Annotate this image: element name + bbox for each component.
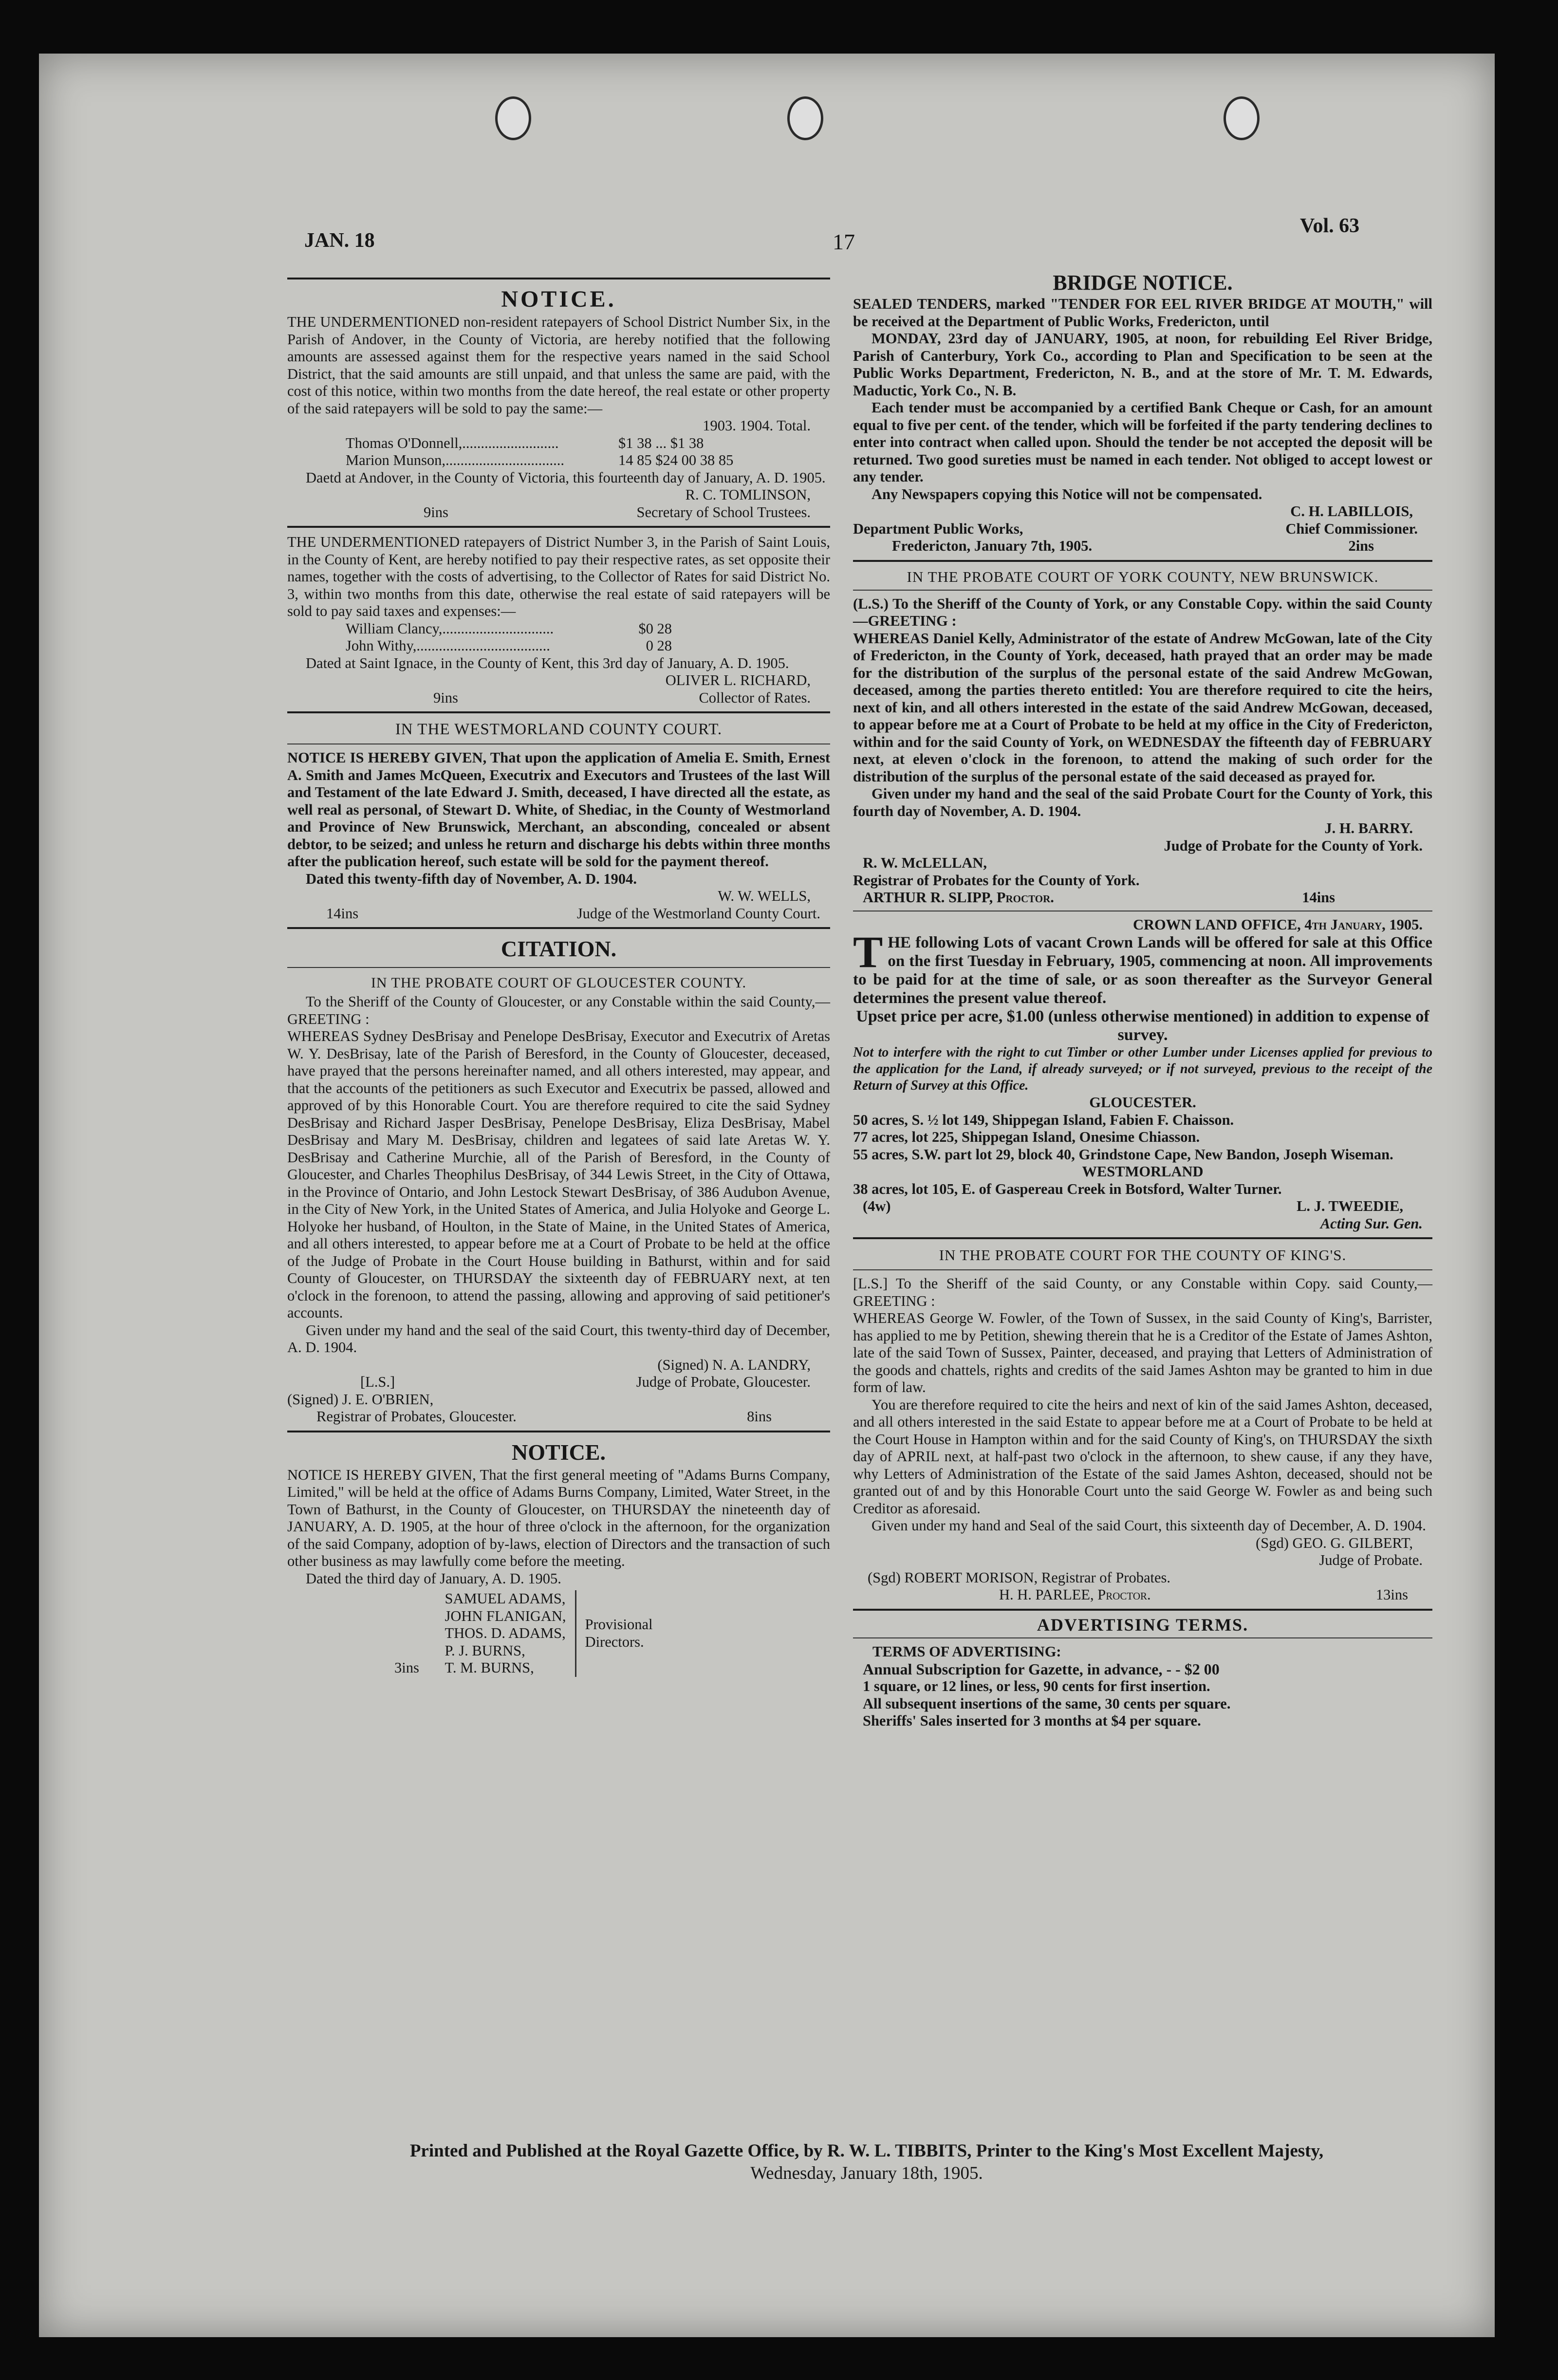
left-column <box>287 278 830 1676</box>
table-row <box>287 435 830 452</box>
ratepayer-amounts: 14 85 $24 00 38 85 <box>618 452 734 468</box>
signer-title: Collector of Rates. <box>699 689 811 706</box>
insertions: 9ins <box>424 503 448 521</box>
ratepayer-amount: 0 28 <box>646 637 672 654</box>
ratepayer-name: Marion Munson,................................ <box>346 452 565 468</box>
bridge-signer: C. H. LABILLOIS, <box>1290 503 1413 520</box>
ratepayer-name: Thomas O'Donnell,.......................... <box>346 434 559 451</box>
citation-court: IN THE PROBATE COURT OF GLOUCESTER COUNTY. <box>371 975 747 991</box>
kings-judge-title: Judge of Probate. <box>1319 1552 1423 1568</box>
insertions: 2ins <box>1348 538 1374 554</box>
bridge-notice-p3: Each tender must be accompanied by a certified Bank Cheque or Cash, for an amount equal to five per cent. of the tender, which will be forfeited if the party tendering declines to enter into contract when called upon. Should the tender be not accepted the deposit will be returned. Two good sureties must be named in each tender. Not obliged to accept lowest or any tender. <box>853 399 1432 485</box>
citation-address: To the Sheriff of the County of Gloucester, or any Constable within the said County,—GREETING : <box>287 993 830 1027</box>
insertions: 13ins <box>1375 1586 1408 1603</box>
insertions: 3ins <box>394 1659 419 1676</box>
citation-signed-registrar: (Signed) J. E. O'BRIEN, <box>287 1391 434 1408</box>
publication-date: Wednesday, January 18th, 1905. <box>750 2163 983 2183</box>
binding-hole <box>495 96 531 140</box>
kings-probate-title: IN THE PROBATE COURT FOR THE COUNTY OF KING'S. <box>939 1246 1347 1264</box>
school-notice-signer: R. C. TOMLINSON, <box>685 486 811 503</box>
bridge-notice-p2: MONDAY, 23rd day of JANUARY, 1905, at noon, for rebuilding Eel River Bridge, Parish of Canterbury, York Co., according to Plan and Specification to be seen at the Public Works Department, Fredericton, N. B., and at the store of Mr. T. M. Edwards, Maductic, York Co., N. B. <box>853 330 1432 399</box>
right-column <box>853 270 1432 1730</box>
rates-notice-signer: OLIVER L. RICHARD, <box>665 672 811 688</box>
director-name: SAMUEL ADAMS, <box>445 1590 566 1607</box>
ratepayer-name: William Clancy,.............................. <box>346 620 554 637</box>
adams-notice-title: NOTICE. <box>512 1439 606 1465</box>
table-row <box>287 637 830 655</box>
director-name: T. M. BURNS, <box>445 1659 534 1676</box>
york-proctor: ARTHUR R. SLIPP, Proctor. <box>863 889 1054 906</box>
kings-address: [L.S.] To the Sheriff of the said County, or any Constable within Copy. said County,—GREETING : <box>853 1275 1432 1309</box>
citation-title: CITATION. <box>501 936 617 961</box>
westmorland-signer: W. W. WELLS, <box>718 888 811 904</box>
advertising-subtitle: TERMS OF ADVERTISING: <box>872 1643 1061 1660</box>
crown-lot: 50 acres, S. ½ lot 149, Shippegan Island, Fabien F. Chaisson. <box>853 1111 1234 1128</box>
york-registrar-title: Registrar of Probates for the County of York. <box>853 872 1140 889</box>
insertions: 8ins <box>747 1408 772 1425</box>
director-name: JOHN FLANIGAN, <box>445 1607 566 1624</box>
advertising-title: ADVERTISING TERMS. <box>1037 1615 1249 1635</box>
signer-title: Chief Commissioner. <box>1285 520 1418 537</box>
department: Department Public Works, <box>853 520 1023 537</box>
york-given: Given under my hand and the seal of the said Probate Court for the County of York, this fourth day of November, A. D. 1904. <box>853 785 1432 819</box>
registrar-title: Registrar of Probates, Gloucester. <box>316 1408 517 1425</box>
advertising-line: Annual Subscription for Gazette, in advance, - - $2 00 <box>863 1660 1220 1678</box>
county-heading: WESTMORLAND <box>1082 1163 1204 1180</box>
kings-body-2: You are therefore required to cite the heirs and next of kin of the said James Ashton, deceased, and all others interested in the said Estate to appear before me at a Court of Probate to be held at the Court House in Hampton within and for the said County of King's, on THURSDAY the sixth day of APRIL next, at half-past two o'clock in the afternoon, to shew cause, if any they have, why Letters of Administration of the Estate of the said James Ashton, deceased, should not be granted out of and by this Honorable Court unto the said George W. Fowler as and being such Creditor as aforesaid. <box>853 1396 1432 1517</box>
york-address: (L.S.) To the Sheriff of the County of York, or any Constable Copy. within the said County—GREETING : <box>853 595 1432 629</box>
crown-land-upset-price: Upset price per acre, $1.00 (unless otherwise mentioned) in addition to expense of survey. <box>856 1007 1429 1044</box>
crown-land-notice <box>853 927 1432 1007</box>
insertions: (4w) <box>863 1198 891 1214</box>
crown-lot: 77 acres, lot 225, Shippegan Island, Onesime Chiasson. <box>853 1129 1200 1145</box>
york-registrar: R. W. McLELLAN, <box>863 855 987 871</box>
insertions: 14ins <box>326 905 359 922</box>
county-heading: GLOUCESTER. <box>1089 1094 1196 1111</box>
advertising-line: Sheriffs' Sales inserted for 3 months at $4 per square. <box>863 1712 1201 1729</box>
insertions: 9ins <box>433 689 458 706</box>
binding-hole <box>787 96 823 140</box>
citation-body: WHEREAS Sydney DesBrisay and Penelope DesBrisay, Executor and Executrix of Aretas W. Y. DesBrisay, late of the Parish of Beresford, in the County of Gloucester, deceased, have prayed that the persons hereinafter named, and all others interested, may appear, and that the accounts of the petitioners as such Executor and Executrix be passed, allowed and approved of by this Honorable Court. You are therefore required to cite the said Sydney DesBrisay and Richard Jasper DesBrisay, Penelope DesBrisay, Eliza DesBrisay, Mabel DesBrisay and Mary M. DesBrisay, children and legatees of said late Aretas W. Y. DesBrisay and Catherine Murchie, all of the Parish of Beresford, in the County of Gloucester, and Charles Theophilus DesBrisay, of 344 Lewis Street, in the City of Ottawa, in the Province of Ontario, and John Lestock Stewart DesBrisay, of 386 Audubon Avenue, in the City of New York, in the United States of America, and Julia Holyoke and George L. Holyoke her husband, of Houlton, in the State of Maine, in the United States of America, and all others interested, to appear before me at a Court of Probate to be held at the office of the Judge of Probate in the Court House building in Bathurst, within and for said County of Gloucester, on THURSDAY the sixteenth day of FEBRUARY next, at ten o'clock in the forenoon, to attend the passing, allowing and approving of said petitioner's accounts. <box>287 1028 830 1321</box>
crown-lot: 55 acres, S.W. part lot 29, block 40, Grindstone Cape, New Bandon, Joseph Wiseman. <box>853 1146 1393 1163</box>
bridge-notice-p1: SEALED TENDERS, marked "TENDER FOR EEL RIVER BRIDGE AT MOUTH," will be received at the Department of Public Works, Fredericton, until <box>853 296 1432 330</box>
kings-body: WHEREAS George W. Fowler, of the Town of Sussex, in the said County of King's, Barrister, has applied to me by Petition, shewing therein that he is a Creditor of the Estate of James Ashton, late of the said Town of Sussex, Painter, deceased, and praying that Letters of Administration of the goods and chattels, rights and credits of the said James Ashton may be granted to him in due form of law. <box>853 1310 1432 1395</box>
rates-notice-body: THE UNDERMENTIONED ratepayers of District Number 3, in the Parish of Saint Louis, in the County of Kent, are hereby notified to pay their respective rates, as set opposite their names, together with the costs of advertising, to the Collector of Rates for said District No. 3, within two months from this date, otherwise the real estate of said ratepayers will be sold to pay said taxes and expenses:— <box>287 534 830 619</box>
bridge-notice-p4: Any Newspapers copying this Notice will not be compensated. <box>872 485 1262 502</box>
directors-label: Provisional Directors. <box>585 1616 653 1650</box>
kings-judge: (Sgd) GEO. G. GILBERT, <box>1256 1534 1413 1551</box>
advertising-line: 1 square, or 12 lines, or less, 90 cents for first insertion. <box>863 1678 1210 1694</box>
crown-lot: 38 acres, lot 105, E. of Gaspereau Creek in Botsford, Walter Turner. <box>853 1180 1282 1197</box>
seal: [L.S.] <box>360 1374 395 1390</box>
westmorland-title: IN THE WESTMORLAND COUNTY COURT. <box>395 721 723 738</box>
crown-land-proviso: Not to interfere with the right to cut Timber or other Lumber under Licenses applied for previous to the application for the Land, if already surveyed; or if not surveyed, previous to the receipt of the Return of Survey at this Office. <box>853 1045 1432 1093</box>
binding-hole <box>1224 96 1260 140</box>
judge-title: Judge of Probate, Gloucester. <box>636 1374 811 1390</box>
school-notice-title: NOTICE. <box>501 286 616 312</box>
crown-land-dateline: CROWN LAND OFFICE, 4th January, 1905. <box>1132 916 1423 933</box>
volume-number: Vol. 63 <box>1300 215 1360 237</box>
drop-cap: T <box>853 927 883 977</box>
crown-land-signer-title: Acting Sur. Gen. <box>1320 1215 1423 1232</box>
page-number: 17 <box>833 229 855 254</box>
york-judge-title: Judge of Probate for the County of York. <box>1164 837 1423 854</box>
crown-land-signer: L. J. TWEEDIE, <box>1297 1198 1403 1214</box>
york-body: WHEREAS Daniel Kelly, Administrator of the estate of Andrew McGowan, late of the City of Fredericton, in the County of York, deceased, hath prayed that an order may be made for the distribution of the surplus of the personal estate of the said Andrew McGowan, deceased, among the parties thereto entitled: You are therefore required to cite the heirs, next of kin, and all others interested in the estate of the said Andrew McGowan, deceased, to appear before me at a Court of Probate to be held at my office in the City of Fredericton, within and for the said County of York, on WEDNESDAY the fifteenth day of FEBRUARY next, at eleven o'clock in the forenoon, to attend the making of such order for the distribution of the surplus of the personal estate of the said deceased as prayed for. <box>853 630 1432 785</box>
bridge-notice-title: BRIDGE NOTICE. <box>1053 271 1233 295</box>
director-name: THOS. D. ADAMS, <box>445 1625 566 1641</box>
signer-title: Judge of the Westmorland County Court. <box>576 905 820 922</box>
insertions: 14ins <box>1302 889 1335 906</box>
bridge-dated: Fredericton, January 7th, 1905. <box>892 538 1093 554</box>
school-notice-dated: Daetd at Andover, in the County of Victoria, this fourteenth day of January, A. D. 1905. <box>306 469 826 486</box>
york-judge: J. H. BARRY. <box>1324 820 1413 837</box>
imprint-footer <box>292 2140 1441 2185</box>
advertising-line: All subsequent insertions of the same, 30 cents per square. <box>863 1695 1231 1712</box>
westmorland-dated: Dated this twenty-fifth day of November, A. D. 1904. <box>306 870 637 887</box>
rates-notice-dated: Dated at Saint Ignace, in the County of Kent, this 3rd day of January, A. D. 1905. <box>306 654 789 671</box>
school-table-header: 1903. 1904. Total. <box>703 417 811 434</box>
ratepayer-amounts: $1 38 ... $1 38 <box>618 434 704 451</box>
york-probate-title: IN THE PROBATE COURT OF YORK COUNTY, NEW BRUNSWICK. <box>907 568 1379 585</box>
director-name: P. J. BURNS, <box>445 1642 525 1659</box>
westmorland-body: NOTICE IS HEREBY GIVEN, That upon the application of Amelia E. Smith, Ernest A. Smith and James McQueen, Executrix and Executors and Trustees of the last Will and Testament of the late Edward J. Smith, deceased, I have directed all the estate, as well real as personal, of Stewart D. White, of Shediac, in the County of Westmorland and Province of New Brunswick, Merchant, an absconding, concealed or absent debtor, to be seized; and unless he return and discharge his debts within three months after the publication hereof, such estate will be sold for the payment thereof. <box>287 749 830 870</box>
citation-given: Given under my hand and the seal of the said Court, this twenty-third day of December, A. D. 1904. <box>287 1321 830 1356</box>
table-row <box>287 620 830 638</box>
issue-date: JAN. 18 <box>304 229 375 252</box>
kings-given: Given under my hand and Seal of the said Court, this sixteenth day of December, A. D. 1904. <box>872 1517 1426 1534</box>
adams-notice-body: NOTICE IS HEREBY GIVEN, That the first general meeting of "Adams Burns Company, Limited," will be held at the office of Adams Burns Company, Limited, Water Street, in the Town of Bathurst, in the County of Gloucester, on THURSDAY the nineteenth day of JANUARY, A. D. 1905, at the hour of three o'clock in the afternoon, for the organization of the said Company, adoption of by-laws, election of Directors and the transaction of such other business as may lawfully come before the meeting. <box>287 1466 830 1569</box>
adams-notice-dated: Dated the third day of January, A. D. 1905. <box>306 1570 561 1587</box>
ratepayer-amount: $0 28 <box>638 620 672 637</box>
kings-proctor: H. H. PARLEE, Proctor. <box>999 1586 1151 1603</box>
publisher-line: Printed and Published at the Royal Gazette Office, by R. W. L. TIBBITS, Printer to the King's Most Excellent Majesty, <box>409 2141 1324 2161</box>
crown-land-body: HE following Lots of vacant Crown Lands will be offered for sale at this Office on the first Tuesday in February, 1905, commencing at noon. All improvements to be paid for at the time of sale, or as soon thereafter as the Surveyor General determines the present value thereof. <box>853 934 1432 1007</box>
citation-signed-judge: (Signed) N. A. LANDRY, <box>657 1356 811 1373</box>
kings-registrar: (Sgd) ROBERT MORISON, Registrar of Probates. <box>868 1569 1170 1586</box>
ratepayer-name: John Withy,.................................... <box>346 637 550 654</box>
signer-title: Secretary of School Trustees. <box>636 503 811 521</box>
table-row <box>287 452 830 469</box>
school-notice-body: THE UNDERMENTIONED non-resident ratepayers of School District Number Six, in the Parish of Andover, in the County of Victoria, are hereby notified that the following amounts are assessed against them for the respective years named in the said School District, that the said amounts are still unpaid, and that unless the same are paid, with the cost of this notice, within two months from the date hereof, the real estate or other property of the said ratepayers will be sold to pay the same:— <box>287 314 830 417</box>
